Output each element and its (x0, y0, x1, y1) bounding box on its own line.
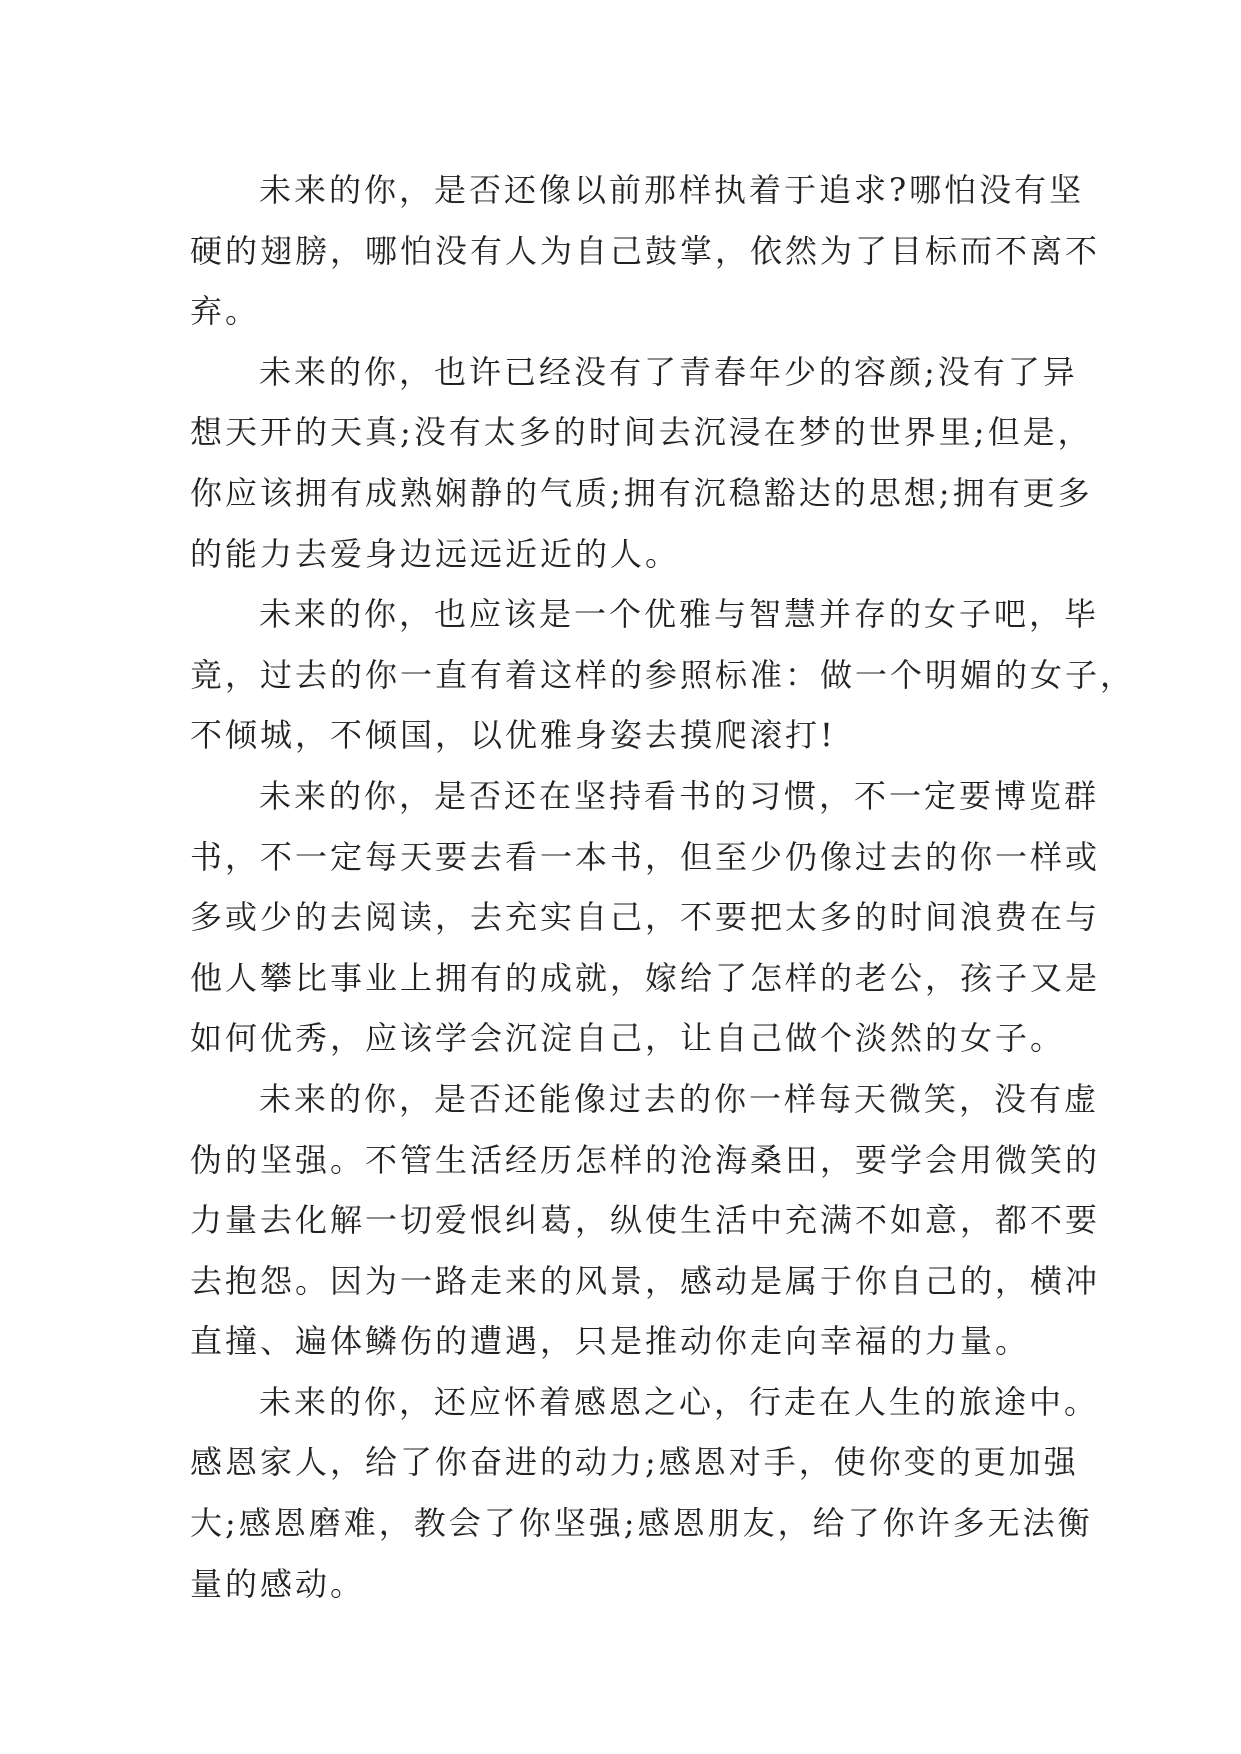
text-line: 未来的你，是否还在坚持看书的习惯，不一定要博览群 (259, 776, 1100, 815)
text-line: 大;感恩磨难，教会了你坚强;感恩朋友，给了你许多无法衡 (190, 1504, 1093, 1543)
text-line: 伪的坚强。不管生活经历怎样的沧海桑田，要学会用微笑的 (190, 1140, 1101, 1179)
text-line: 他人攀比事业上拥有的成就，嫁给了怎样的老公，孩子又是 (190, 958, 1101, 997)
text-line: 硬的翅膀，哪怕没有人为自己鼓掌，依然为了目标而不离不 (190, 231, 1101, 270)
text-line: 弃。 (190, 292, 261, 331)
paragraph-1 (190, 160, 1101, 342)
text-line: 不倾城，不倾国，以优雅身姿去摸爬滚打! (190, 716, 836, 755)
text-line: 力量去化解一切爱恨纠葛，纵使生活中充满不如意，都不要 (190, 1201, 1101, 1240)
text-line: 未来的你，也应该是一个优雅与智慧并存的女子吧，毕 (259, 595, 1100, 634)
text-line: 未来的你，是否还能像过去的你一样每天微笑，没有虚 (259, 1079, 1100, 1118)
text-line: 直撞、遍体鳞伤的遭遇，只是推动你走向幸福的力量。 (190, 1322, 1031, 1361)
paragraph-3 (190, 584, 1136, 766)
paragraph-5 (190, 1069, 1101, 1372)
paragraph-4 (190, 766, 1101, 1069)
paragraph-6 (190, 1372, 1100, 1614)
text-line: 未来的你，是否还像以前那样执着于追求?哪怕没有坚 (259, 171, 1085, 209)
text-line: 去抱怨。因为一路走来的风景，感动是属于你自己的，横冲 (190, 1261, 1101, 1300)
document-body (190, 160, 1136, 1614)
text-line: 书，不一定每天要去看一本书，但至少仍像过去的你一样或 (190, 837, 1101, 876)
text-line: 你应该拥有成熟娴静的气质;拥有沉稳豁达的思想;拥有更多 (190, 473, 1093, 512)
text-line: 如何优秀，应该学会沉淀自己，让自己做个淡然的女子。 (190, 1019, 1066, 1058)
text-line: 想天开的天真;没有太多的时间去沉浸在梦的世界里;但是， (190, 413, 1093, 452)
text-line: 竟，过去的你一直有着这样的参照标准：做一个明媚的女子， (190, 655, 1136, 694)
text-line: 未来的你，还应怀着感恩之心，行走在人生的旅途中。 (259, 1382, 1100, 1421)
text-line: 未来的你，也许已经没有了青春年少的容颜;没有了异 (259, 352, 1078, 391)
text-line: 多或少的去阅读，去充实自己，不要把太多的时间浪费在与 (190, 898, 1101, 937)
text-line: 感恩家人，给了你奋进的动力;感恩对手，使你变的更加强 (190, 1443, 1079, 1482)
text-line: 的能力去爱身边远远近近的人。 (190, 534, 681, 573)
paragraph-2 (190, 342, 1093, 584)
text-line: 量的感动。 (190, 1564, 366, 1603)
